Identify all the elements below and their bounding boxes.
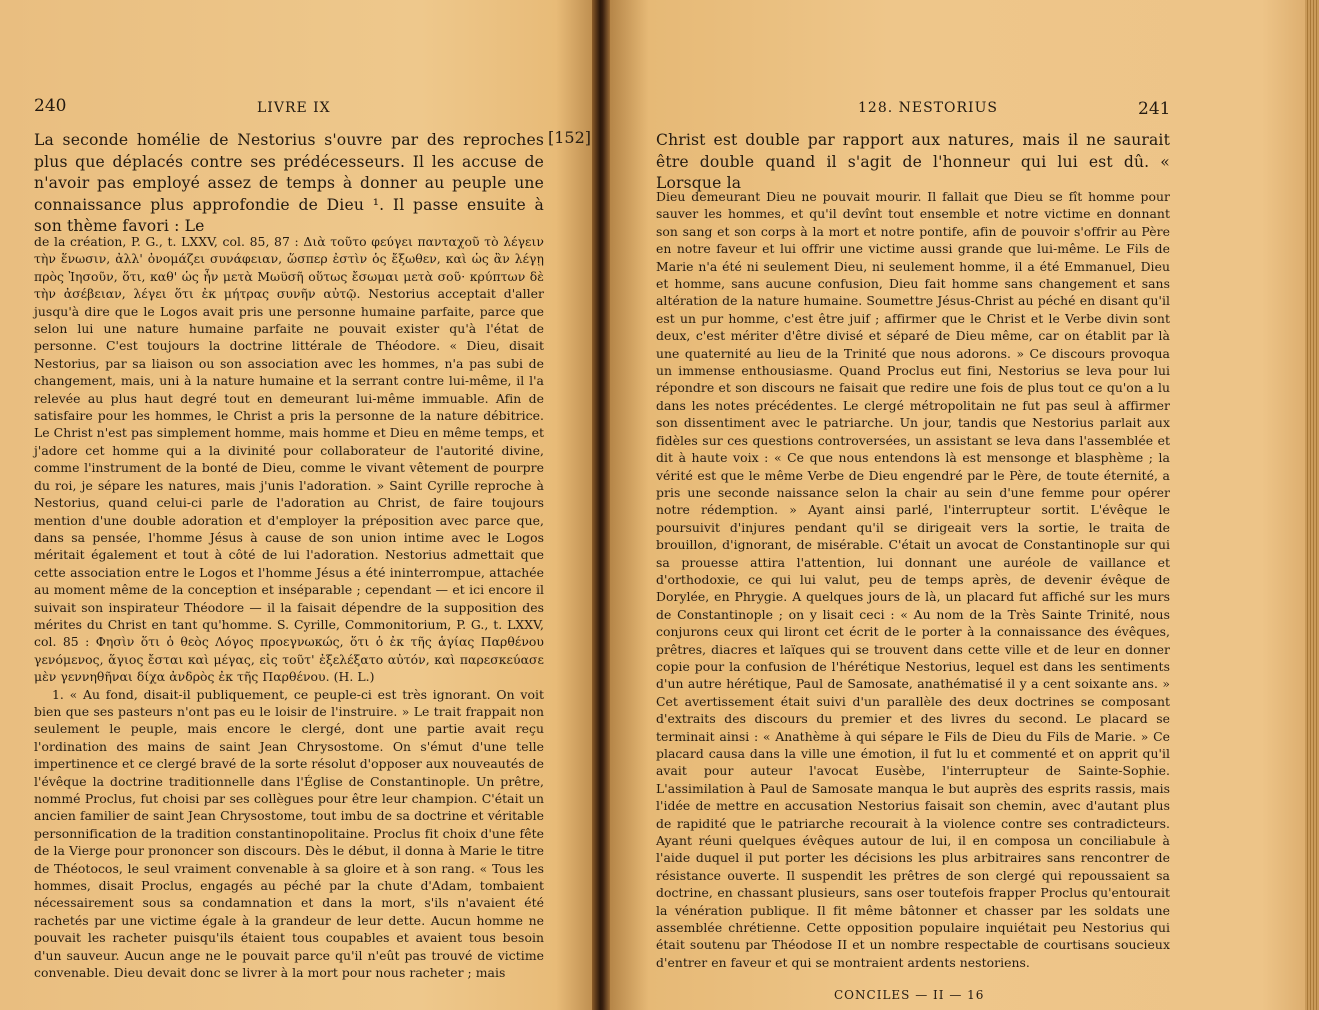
page-number: 240	[34, 96, 67, 116]
margin-reference: [152]	[548, 128, 592, 147]
page-number: 241	[1138, 99, 1171, 119]
right-page	[606, 0, 1319, 1010]
main-paragraph: Christ est double par rapport aux natures, mais il ne saurait être double quand il s'agit de l'honneur qui lui est dû. « Lorsque la	[656, 131, 1170, 192]
footnote-continuation: Dieu demeurant Dieu ne pouvait mourir. Il fallait que Dieu se fît homme pour sauver les hommes, et qu'il devînt tout ensemble et notre victime en donnant son sang et son corps à la mort et notre pontife, afin de pouvoir s'offrir au Père en notre faveur et lui offrir une victime aussi grande que lui-même. Le Fils de Marie n'a été ni seulement Dieu, ni seulement homme, il a été Emmanuel, Dieu et homme, sans aucune confusion, Dieu fait homme sans changement et sans altération de la nature humaine. Soumettre Jésus-Christ au péché en disant qu'il est un pur homme, c'est être juif ; affirmer que le Christ et le Verbe divin sont deux, c'est mériter d'être divisé et séparé de Dieu même, car on établit par là une quaternité au lieu de la Trinité que nous adorons. » Ce discours provoqua un immense enthousiasme. Quand Proclus eut fini, Nestorius se leva pour lui répondre et son discours ne faisait que redire une fois de plus tout ce qu'on a lu dans les notes précédentes. Le clergé métropolitain ne fut pas seul à affirmer son dissentiment avec le patriarche. Un jour, tandis que Nestorius parlait aux fidèles sur ces questions controversées, un assistant se leva dans l'assemblée et dit à haute voix : « Ce que nous entendons là est mensonge et blasphème ; la vérité est que le même Verbe de Dieu engendré par le Père, de toute éternité, a pris une seconde naissance selon la chair au sein d'une femme pour opérer notre rédemption. » Ayant ainsi parlé, l'interrupteur sortit. L'évêque le poursuivit d'injures pendant qu'il se dirigeait vers la sortie, le traita de brouillon, d'ignorant, de misérable. C'était un avocat de Constantinople sur qui sa prouesse attira l'attention, lui donnant une auréole de vaillance et d'orthodoxie, ce qui lui valut, peu de temps après, de devenir évêque de Dorylée, en Phrygie. A quelques jours de là, un placard fut affiché sur les murs de Constantinople ; on y lisait ceci : « Au nom de la Très Sainte Trinité, nous conjurons ceux qui liront cet écrit de le porter à la connaissance des évêques, prêtres, diacres et laïques qui se trouvent dans cette ville et de leur en donner copie pour la confusion de l'hérétique Nestorius, lequel est dans les sentiments d'un autre hérétique, Paul de Samosate, anathématisé il y a cent soixante ans. » Cet avertissement était suivi d'un parallèle des deux doctrines se composant d'extraits des discours du premier et des livres du second. Le placard se terminait ainsi : « Anathème à qui sépare le Fils de Dieu du Fils de Marie. » Ce placard causa dans la ville une émotion, il fut lu et commenté et on apprit qu'il avait pour auteur l'avocat Eusèbe, l'interrupteur de Sainte-Sophie. L'assimilation à Paul de Samosate manqua le but auprès des esprits rassis, mais l'idée de mettre en accusation Nestorius faisait son chemin, avec d'autant plus de rapidité que le patriarche recourait à la violence contre ses contradicteurs. Ayant réuni quelques évêques autour de lui, il en composa un conciliabule à l'aide duquel il put porter les décisions les plus arbitraires sans rencontrer de résistance ouverte. Il suspendit les prêtres de son clergé qui repoussaient sa doctrine, en chassant plusieurs, sans oser toutefois frapper Proclus qu'entourait la vénération publique. Il fit même bâtonner et chasser par les soldats une assemblée chrétienne. Cette opposition populaire inquiétait peu Nestorius qui était soutenu par Théodose II et un nombre respectable de courtisans soucieux d'entrer en faveur et qui se montraient ardents nestoriens.	[656, 189, 1170, 970]
footnote-continuation: de la création, P. G., t. LXXV, col. 85, 87 : Διὰ τοῦτο φεύγει πανταχοῦ τὸ λέγειν τὴν ἕνωσιν, ἀλλ' ὀνομάζει συνάφειαν, ὥσπερ ἐστὶν ὁς ἔξωθεν, καὶ ὡς ἂν λέγῃ πρὸς Ἰησοῦν, ὅτι, καθ' ὡς ἦν μετὰ Μωϋσῆ οὕτως ἔσωμαι μετὰ σοῦ· κρύπτων δὲ τὴν ἀσέβειαν, λέγει ὅτι ἐκ μήτρας συνῆν αὐτῷ. Nestorius acceptait d'aller jusqu'à dire que le Logos avait pris une personne humaine parfaite, parce que selon lui une nature humaine parfaite ne pouvait exister qu'à l'état de personne. C'est toujours la doctrine littérale de Théodore. « Dieu, disait Nestorius, par sa liaison ou son association avec les hommes, n'a pas subi de changement, mais, uni à la nature humaine et la serrant contre lui-même, il l'a relevée au plus haut degré tout en demeurant lui-même immuable. Afin de satisfaire pour les hommes, le Christ a pris la personne de la nature débitrice. Le Christ n'est pas simplement homme, mais homme et Dieu en même temps, et j'adore cet homme qui a la divinité pour collaborateur de l'autorité divine, comme l'instrument de la bonté de Dieu, comme le vivant vêtement de pourpre du roi, je sépare les natures, mais j'unis l'adoration. » Saint Cyrille reproche à Nestorius, quand celui-ci parle de l'adoration au Christ, de faire toujours mention d'une double adoration et d'employer la préposition avec parce que, dans sa pensée, l'homme Jésus à cause de son union intime avec le Logos méritait également et tout à côté de lui l'adoration. Nestorius admettait que cette association entre le Logos et l'homme Jésus a été ininterrompue, attachée au moment même de la conception et inséparable ; cependant — et ici encore il suivait son inspirateur Théodore — il la faisait dépendre de la supposition des mérites du Christ en tant qu'homme. S. Cyrille, Commonitorium, P. G., t. LXXV, col. 85 : Φησὶν ὅτι ὁ θεὸς Λόγος προεγνωκώς, ὅτι ὁ ἐκ τῆς ἁγίας Παρθένου γενόμενος, ἅγιος ἔσται καὶ μέγας, εἰς τοῦτ' ἐξελέξατο αὐτόν, καὶ παρεσκεύασε μὲν γεννηθῆναι δίχα ἀνδρὸς ἐκ τῆς Παρθένου. (H. L.)	[34, 234, 544, 685]
footnotes	[34, 233, 544, 981]
footnote-1: 1. « Au fond, disait-il publiquement, ce peuple-ci est très ignorant. On voit bien que ses pasteurs n'ont pas eu le loisir de l'instruire. » Le trait frappait non seulement le peuple, mais encore le clergé, dont une partie avait reçu l'ordination des mains de saint Jean Chrysostome. On s'émut d'une telle impertinence et ce clergé bravé de la sorte résolut d'opposer aux nouveautés de l'évêque la doctrine traditionnelle dans l'Église de Constantinople. Un prêtre, nommé Proclus, fut choisi par ses collègues pour être leur champion. C'était un ancien familier de saint Jean Chrysostome, tout imbu de sa doctrine et véritable personnification de la tradition constantinopolitaine. Proclus fit choix d'une fête de la Vierge pour prononcer son discours. Dès le début, il donna à Marie le titre de Théotocos, le seul vraiment convenable à sa gloire et à son rang. « Tous les hommes, disait Proclus, engagés au péché par la chute d'Adam, tombaient nécessairement sous sa condamnation et dans la mort, s'ils n'avaient été rachetés par une victime égale à la grandeur de leur dette. Aucun homme ne pouvait les racheter puisqu'ils étaient tous coupables et avaient tous besoin d'un sauveur. Aucun ange ne le pouvait parce qu'il n'eût pas trouvé de victime convenable. Dieu devait donc se livrer à la mort pour nous racheter ; mais	[34, 686, 545, 981]
signature-mark: CONCILES — II — 16	[834, 988, 985, 1002]
left-page	[0, 0, 598, 1010]
running-head: 128. NESTORIUS	[858, 100, 998, 116]
main-paragraph: La seconde homélie de Nestorius s'ouvre par des reproches plus que déplacés contre ses prédécesseurs. Il les accuse de n'avoir pas employé assez de temps à donner au peuple une connaissance plus approfondie de Dieu ¹. Il passe ensuite à son thème favori : Le	[34, 131, 544, 235]
book-gutter	[592, 0, 610, 1010]
footnotes	[656, 188, 1170, 971]
page-edges	[1305, 0, 1319, 1010]
running-head: LIVRE IX	[257, 100, 331, 116]
